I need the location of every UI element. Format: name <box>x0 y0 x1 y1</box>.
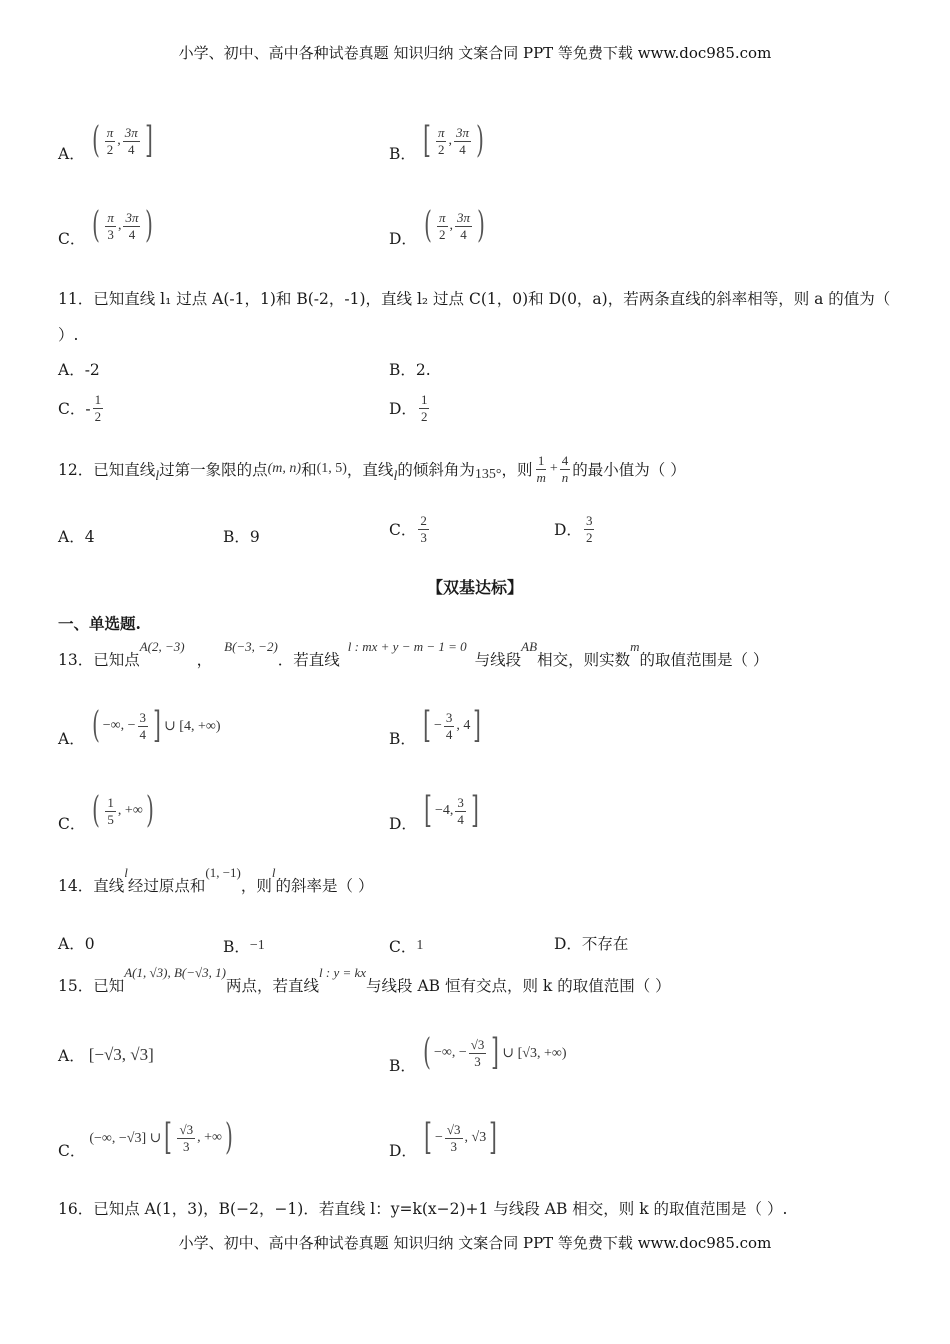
q11-option-a[interactable]: A．-2 <box>58 361 100 379</box>
q13-option-a[interactable]: A． ( −∞, − $\frac{3}{4}$ ] ∪ [4, +∞) <box>58 705 221 748</box>
q14-option-d[interactable]: D．不存在 <box>554 935 629 953</box>
q12-option-c[interactable]: C． $\frac{2}{3}$ <box>389 513 427 545</box>
q13-option-d[interactable]: D． [ −4, $\frac{3}{4}$ ] <box>389 790 479 833</box>
q14-option-c[interactable]: C． 1 <box>389 938 424 956</box>
q10-option-d[interactable]: D． ( $\frac{\pi}{2}$ , $\frac{3\pi}{4}$ ) <box>389 205 485 248</box>
q10-option-b[interactable]: B． [ $\frac{\pi}{2}$ , $\frac{3\pi}{4}$ ) <box>389 120 484 163</box>
q13-option-b[interactable]: B． [ − $\frac{3}{4}$ , 4 ] <box>389 705 482 748</box>
q13-option-c[interactable]: C． ( $\frac{1}{5}$ , +∞ ) <box>58 790 154 833</box>
q15-stem: 15．已知 A(1, √3), B(−√3, 1) 两点，若直线 l : y = kx 与线段 AB 恒有交点，则 k 的取值范围（ ） <box>58 965 671 995</box>
q10-option-a[interactable]: A． ( $\frac{\pi}{2}$ , $\frac{3\pi}{4}$ ] <box>58 120 153 163</box>
q11-option-d[interactable]: D． $\frac{1}{2}$ <box>389 392 428 424</box>
section-subtitle: 一、单选题. <box>58 614 141 633</box>
page-footer: 小学、初中、高中各种试卷真题 知识归纳 文案合同 PPT 等免费下载 www.doc985.com <box>178 1234 772 1252</box>
page-header: 小学、初中、高中各种试卷真题 知识归纳 文案合同 PPT 等免费下载 www.doc985.com <box>178 44 772 62</box>
q12-option-d[interactable]: D． $\frac{3}{2}$ <box>554 513 593 545</box>
q15-option-b[interactable]: B． ( −∞, − $\frac{√3}{3}$ ] ∪ [√3, +∞) <box>389 1032 567 1075</box>
q16-stem: 16．已知点 A(1，3)，B(−2，−1)．若直线 l：y=k(x−2)+1 与线段 AB 相交，则 k 的取值范围是（ ）. <box>58 1200 788 1218</box>
q15-option-c[interactable]: C． (−∞, −√3] ∪ [ $\frac{√3}{3}$ , +∞ ) <box>58 1117 233 1160</box>
q10-option-c[interactable]: C． ( $\frac{\pi}{3}$ , $\frac{3\pi}{4}$ ) <box>58 205 154 248</box>
q11-option-b[interactable]: B．2. <box>389 361 431 379</box>
q14-option-a[interactable]: A．0 <box>58 935 95 953</box>
q13-stem: 13．已知点 A(2, −3) ， B(−3, −2) ．若直线 l : mx + y − m − 1 = 0 与线段 AB 相交，则实数 m 的取值范围是（ ） <box>58 639 769 669</box>
q11-stem-line1: 11．已知直线 l₁ 过点 A(-1，1)和 B(-2，-1)，直线 l₂ 过点 C(1，0)和 D(0，a)，若两条直线的斜率相等，则 a 的值为（ <box>58 290 891 308</box>
q14-option-b[interactable]: B． −1 <box>223 938 265 956</box>
q12-stem: 12．已知直线 l 过第一象限的点 (m, n) 和 (1, 5) ，直线 l 的倾斜角为 135° ，则 $\frac{1}{m}$ + $\frac{4}{n}$ 的最小值为（ ） <box>58 453 686 485</box>
q11-stem-line2: ）. <box>58 326 79 344</box>
q15-option-a[interactable]: A． [−√3, √3] <box>58 1045 154 1065</box>
q14-stem: 14．直线 l 经过原点和 (1, −1) ，则 l 的斜率是（ ） <box>58 865 374 895</box>
q11-option-c[interactable]: C．- $\frac{1}{2}$ <box>58 392 102 424</box>
section-title: 【双基达标】 <box>426 578 523 597</box>
q15-option-d[interactable]: D． [ − $\frac{√3}{3}$ , √3 ] <box>389 1117 498 1160</box>
q12-option-a[interactable]: A．4 <box>58 528 95 546</box>
q12-option-b[interactable]: B．9 <box>223 528 260 546</box>
